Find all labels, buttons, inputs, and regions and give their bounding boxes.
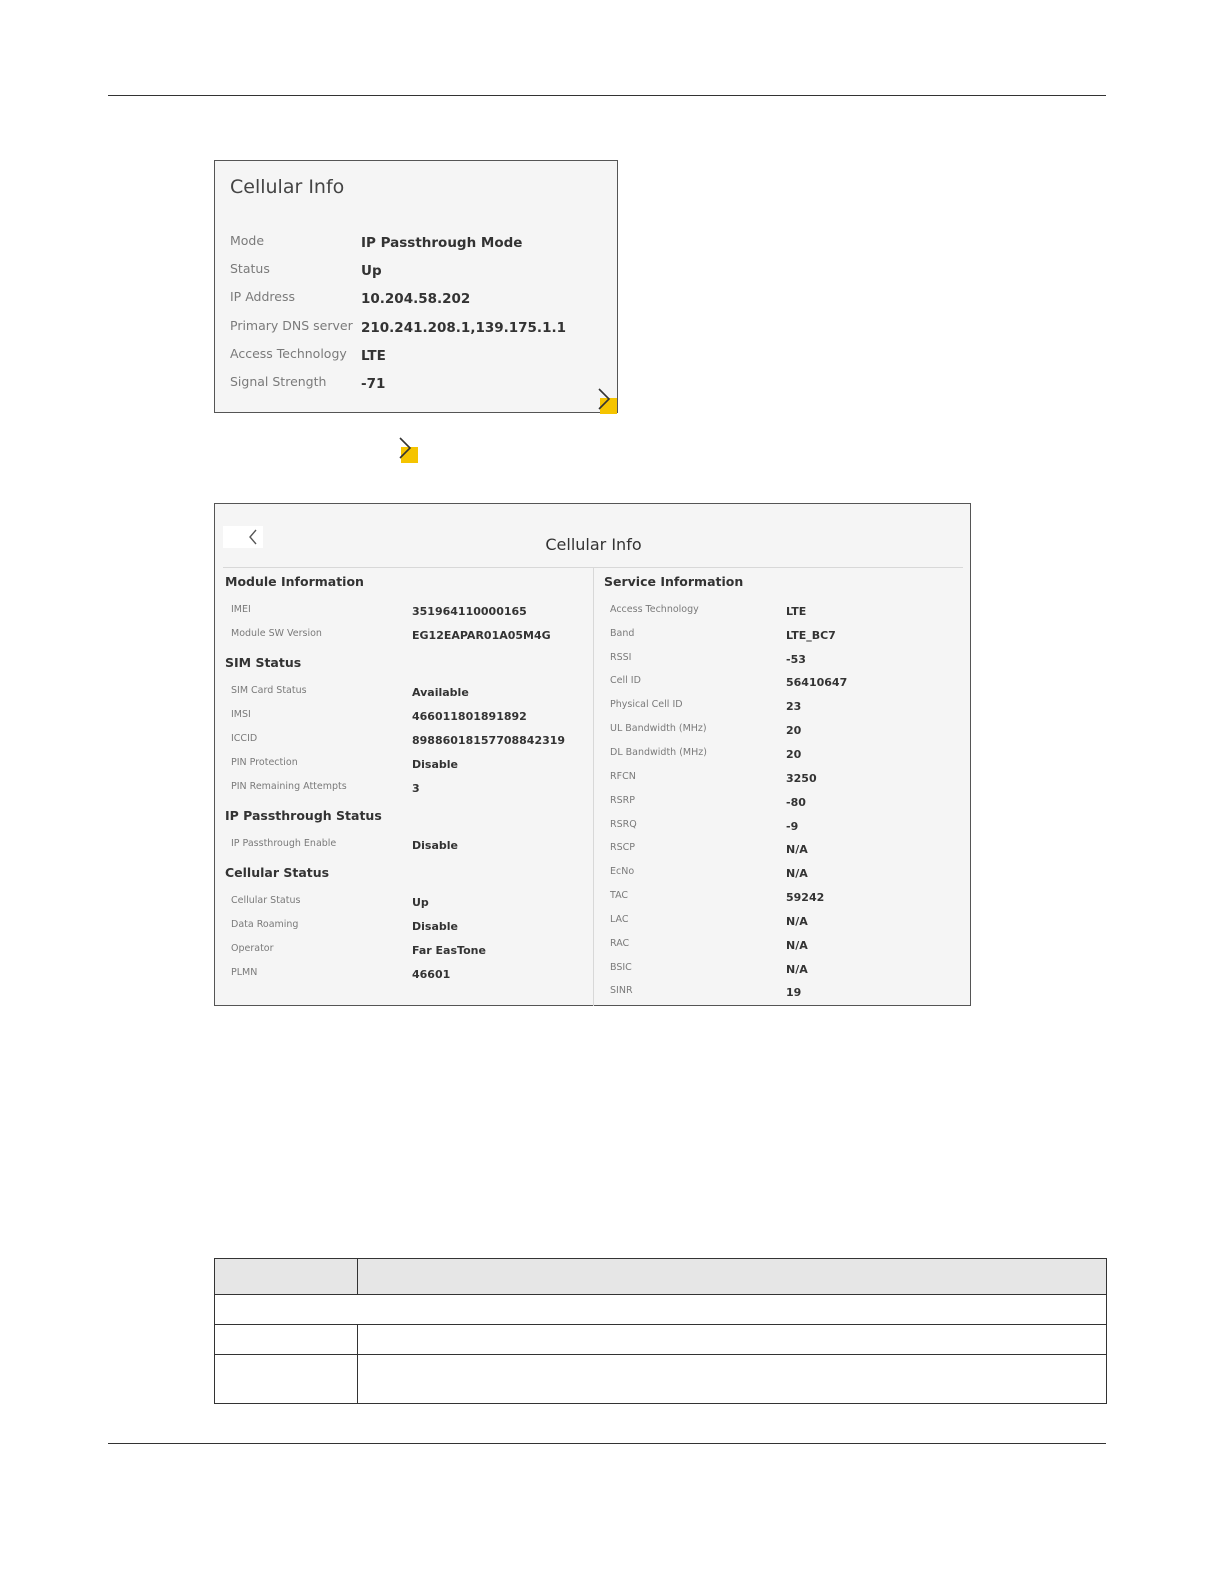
info-row-module-sw-version xyxy=(231,628,581,646)
info-label: IP Passthrough Enable xyxy=(231,838,337,849)
table-cell xyxy=(358,1355,1107,1404)
info-row-ul-bandwidth xyxy=(610,723,960,741)
info-label: PLMN xyxy=(231,967,258,978)
info-label: ICCID xyxy=(231,733,258,744)
info-value: LTE xyxy=(786,605,807,618)
header-rule xyxy=(108,95,1106,96)
info-value: 3 xyxy=(412,782,420,795)
info-label: UL Bandwidth (MHz) xyxy=(610,723,707,734)
info-label: RFCN xyxy=(610,771,636,782)
info-row-access-technology xyxy=(610,604,960,622)
card-value: 210.241.208.1,139.175.1.1 xyxy=(361,320,566,336)
cellular-info-card xyxy=(214,160,618,413)
info-label: Operator xyxy=(231,943,274,954)
info-value: EG12EAPAR01A05M4G xyxy=(412,629,551,642)
chevron-right-icon xyxy=(395,435,419,463)
card-label: Status xyxy=(230,261,270,276)
info-value: Disable xyxy=(412,758,458,771)
info-value: Disable xyxy=(412,839,458,852)
info-value: N/A xyxy=(786,963,808,976)
info-value: -53 xyxy=(786,653,806,666)
info-row-data-roaming xyxy=(231,919,581,937)
chevron-right-icon[interactable] xyxy=(594,386,618,414)
cellular-status-heading: Cellular Status xyxy=(225,865,330,880)
info-row-bsic xyxy=(610,962,960,980)
description-table xyxy=(214,1258,1107,1404)
info-label: RSRQ xyxy=(610,819,637,830)
table-row xyxy=(215,1325,1107,1355)
info-label: Access Technology xyxy=(610,604,699,615)
info-row-plmn xyxy=(231,967,581,985)
card-row-mode xyxy=(230,233,610,255)
card-label: Access Technology xyxy=(230,346,347,361)
info-row-rscp xyxy=(610,842,960,860)
table-header-cell xyxy=(358,1259,1107,1295)
info-label: RSSI xyxy=(610,652,632,663)
info-row-tac xyxy=(610,890,960,908)
info-row-rsrp xyxy=(610,795,960,813)
info-label: RSCP xyxy=(610,842,635,853)
info-label: RAC xyxy=(610,938,630,949)
info-label: IMSI xyxy=(231,709,251,720)
info-row-imei xyxy=(231,604,581,622)
table-cell xyxy=(215,1355,358,1404)
panel-title: Cellular Info xyxy=(545,535,642,554)
cellular-info-panel xyxy=(214,503,971,1006)
info-label: PIN Remaining Attempts xyxy=(231,781,347,792)
sim-status-heading: SIM Status xyxy=(225,655,302,670)
ip-passthrough-status-heading: IP Passthrough Status xyxy=(225,808,382,823)
info-label: SIM Card Status xyxy=(231,685,307,696)
info-value: 19 xyxy=(786,986,802,999)
info-label: Module SW Version xyxy=(231,628,322,639)
card-label: IP Address xyxy=(230,289,295,304)
card-title: Cellular Info xyxy=(230,176,345,198)
info-row-dl-bandwidth xyxy=(610,747,960,765)
info-label: Cell ID xyxy=(610,675,641,686)
info-row-lac xyxy=(610,914,960,932)
info-row-sinr xyxy=(610,985,960,1003)
info-value: 466011801891892 xyxy=(412,710,527,723)
info-value: -80 xyxy=(786,796,806,809)
info-value: Disable xyxy=(412,920,458,933)
info-label: TAC xyxy=(610,890,629,901)
card-value: -71 xyxy=(361,376,386,392)
info-row-rac xyxy=(610,938,960,956)
info-value: Far EasTone xyxy=(412,944,486,957)
card-label: Signal Strength xyxy=(230,374,327,389)
info-value: 59242 xyxy=(786,891,825,904)
table-header-cell xyxy=(215,1259,358,1295)
info-value: 56410647 xyxy=(786,676,848,689)
info-label: Physical Cell ID xyxy=(610,699,683,710)
table-header-row xyxy=(215,1259,1107,1295)
info-value: 20 xyxy=(786,748,802,761)
info-value: Up xyxy=(412,896,429,909)
table-row xyxy=(215,1355,1107,1404)
card-label: Mode xyxy=(230,233,265,248)
info-value: N/A xyxy=(786,843,808,856)
info-label: EcNo xyxy=(610,866,635,877)
card-row-access-technology xyxy=(230,346,610,368)
service-information-heading: Service Information xyxy=(604,574,744,589)
info-row-pin-remaining-attempts xyxy=(231,781,581,799)
table-cell xyxy=(215,1325,358,1355)
info-label: Data Roaming xyxy=(231,919,299,930)
info-label: SINR xyxy=(610,985,633,996)
info-row-cell-id xyxy=(610,675,960,693)
info-row-rfcn xyxy=(610,771,960,789)
info-value: N/A xyxy=(786,867,808,880)
table-row xyxy=(215,1295,1107,1325)
info-value: -9 xyxy=(786,820,799,833)
info-value: LTE_BC7 xyxy=(786,629,836,642)
card-value: 10.204.58.202 xyxy=(361,291,471,307)
info-label: IMEI xyxy=(231,604,251,615)
info-row-iccid xyxy=(231,733,581,751)
column-divider xyxy=(593,568,594,1006)
info-value: 20 xyxy=(786,724,802,737)
info-row-rssi xyxy=(610,652,960,670)
info-value: 351964110000165 xyxy=(412,605,527,618)
info-label: LAC xyxy=(610,914,629,925)
info-row-cellular-status xyxy=(231,895,581,913)
card-row-ip-address xyxy=(230,289,610,311)
info-value: Available xyxy=(412,686,469,699)
info-row-operator xyxy=(231,943,581,961)
info-value: 89886018157708842319 xyxy=(412,734,566,747)
card-value: LTE xyxy=(361,348,386,364)
info-label: DL Bandwidth (MHz) xyxy=(610,747,707,758)
card-value: Up xyxy=(361,263,382,279)
card-label: Primary DNS server xyxy=(230,318,353,333)
footer-rule xyxy=(108,1443,1106,1444)
info-row-pin-protection xyxy=(231,757,581,775)
card-row-primary-dns xyxy=(230,318,610,340)
info-label: BSIC xyxy=(610,962,632,973)
info-row-rsrq xyxy=(610,819,960,837)
info-value: N/A xyxy=(786,939,808,952)
info-row-sim-card-status xyxy=(231,685,581,703)
info-row-imsi xyxy=(231,709,581,727)
info-row-physical-cell-id xyxy=(610,699,960,717)
card-row-signal-strength xyxy=(230,374,610,396)
info-label: Cellular Status xyxy=(231,895,301,906)
info-label: RSRP xyxy=(610,795,635,806)
info-value: 46601 xyxy=(412,968,451,981)
info-value: 23 xyxy=(786,700,802,713)
card-row-status xyxy=(230,261,610,283)
info-row-ip-passthrough-enable xyxy=(231,838,581,856)
info-row-ecno xyxy=(610,866,960,884)
module-information-heading: Module Information xyxy=(225,574,364,589)
table-cell xyxy=(358,1325,1107,1355)
info-label: Band xyxy=(610,628,635,639)
info-label: PIN Protection xyxy=(231,757,298,768)
card-value: IP Passthrough Mode xyxy=(361,235,523,251)
info-value: N/A xyxy=(786,915,808,928)
info-value: 3250 xyxy=(786,772,817,785)
table-cell xyxy=(215,1295,1107,1325)
info-row-band xyxy=(610,628,960,646)
